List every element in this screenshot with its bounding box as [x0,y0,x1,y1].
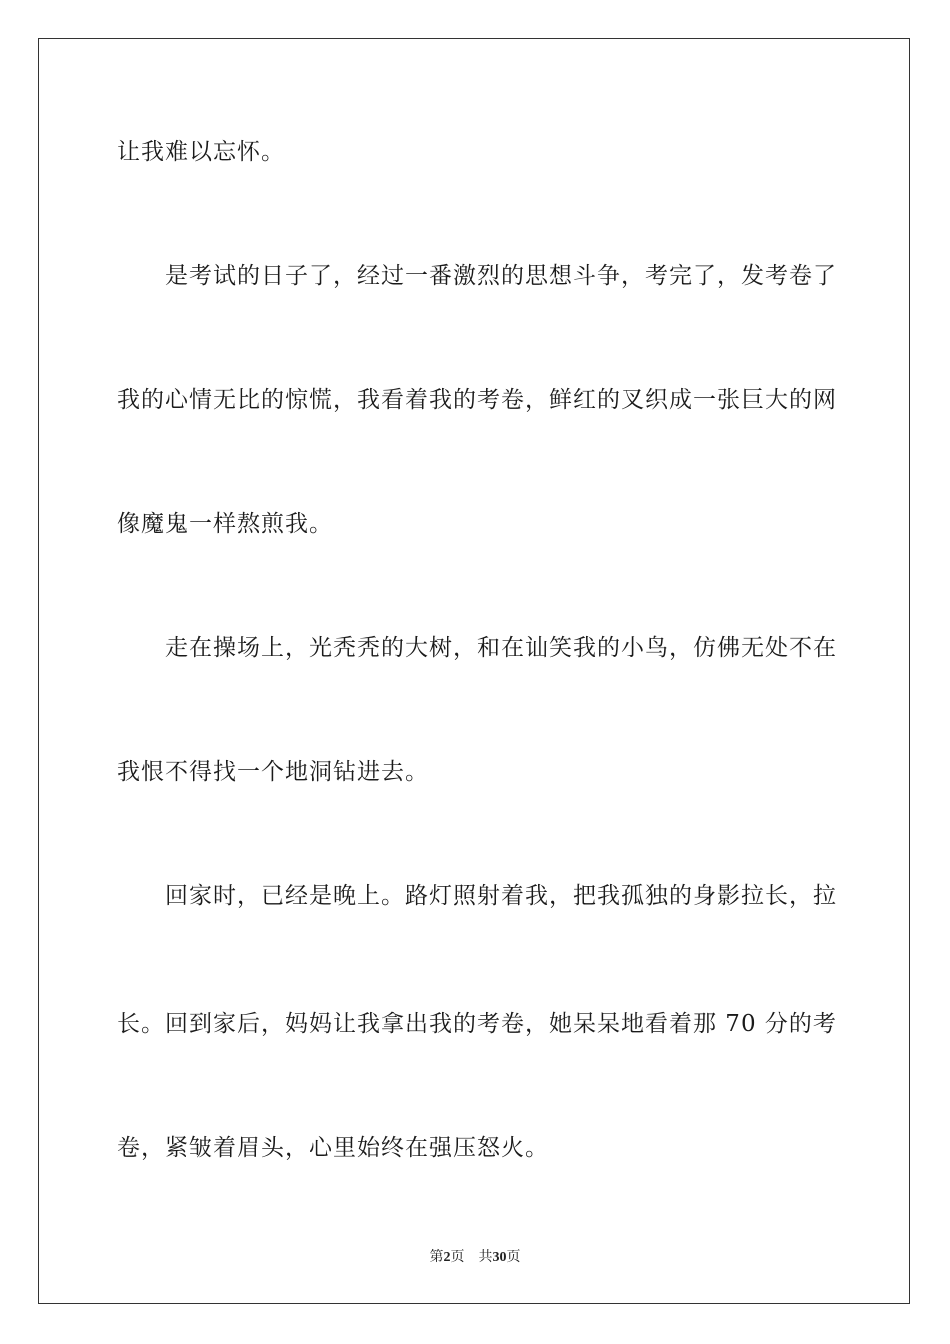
text-line: 长。回到家后，妈妈让我拿出我的考卷，她呆呆地看着那 70 分的考 [117,1011,837,1037]
total-suffix: 页 [506,1250,521,1265]
text-line: 卷，紧皱着眉头，心里始终在强压怒火。 [117,1135,549,1161]
page-footer [0,1246,950,1266]
page-total: 30 [492,1250,507,1265]
text-line: 我的心情无比的惊慌，我看着我的考卷，鲜红的叉织成一张巨大的网 [117,387,837,413]
total-prefix: 共 [478,1250,493,1265]
page-current: 2 [443,1250,451,1265]
text-line: 让我难以忘怀。 [117,139,285,165]
page-border [38,38,910,1304]
page-prefix: 第 [429,1250,444,1265]
text-line: 我恨不得找一个地洞钻进去。 [117,759,429,785]
text-line: 像魔鬼一样熬煎我。 [117,511,333,537]
text-line: 走在操场上，光秃秃的大树，和在讪笑我的小鸟，仿佛无处不在 [165,635,837,661]
page-suffix: 页 [450,1250,465,1265]
text-line: 回家时，已经是晚上。路灯照射着我，把我孤独的身影拉长，拉 [165,883,837,909]
text-line: 是考试的日子了，经过一番激烈的思想斗争，考完了，发考卷了 [165,263,837,289]
